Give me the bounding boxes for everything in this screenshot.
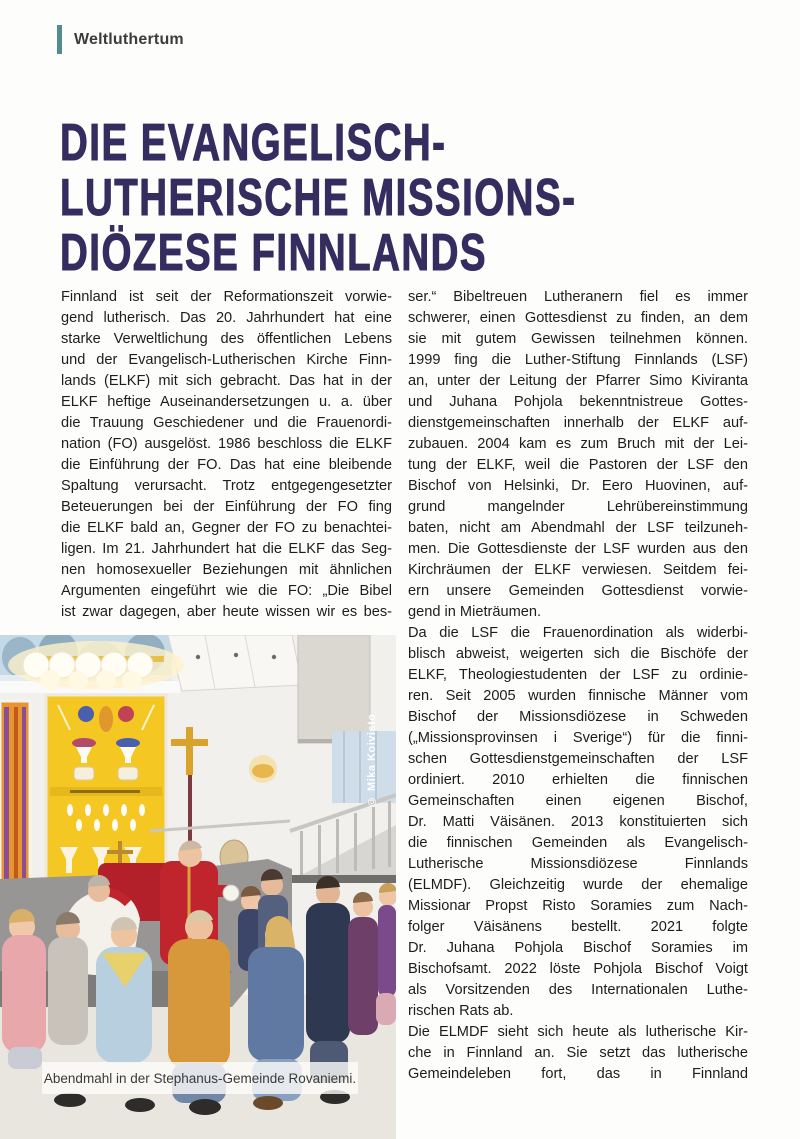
body-line: (ELMDF). Gleichzeitig wurde der ehemalige (408, 877, 748, 893)
title-line-3: DIÖZESE FINNLANDS (60, 224, 488, 282)
photo-curtain (332, 731, 396, 803)
body-line: Kirchräumen der ELKF verwiesen. Seitdem fei- (408, 562, 748, 578)
body-line: zubauen. 2004 kam es zum Bruch mit der Lei- (408, 436, 748, 452)
photo-wall-lamp (249, 755, 277, 783)
body-line: an, unter der Leitung der Pfarrer Simo Kiviranta (408, 373, 748, 389)
photo-projection-screen (298, 635, 370, 743)
body-line: folger Väisänens bestellt. 2021 folgte (408, 919, 748, 935)
body-line: gend lutherisch. Das 20. Jahrhundert hat eine (61, 310, 392, 326)
body-line: grund mangelnder Lehrübereinstimmung (408, 499, 748, 515)
body-line: ser.“ Bibeltreuen Lutheranern fiel es immer (408, 289, 748, 305)
body-line: ordiniert. 2010 erhielten die finnischen (408, 772, 748, 788)
photo-credit: © Mika Koivisto (366, 713, 378, 807)
body-line: blisch abweist, weigerten sich die Bischöfe der (408, 646, 748, 662)
body-left-column (61, 287, 392, 623)
body-line: rischen Rats ab. (408, 1003, 514, 1019)
photo-ceiling-panels (168, 635, 302, 691)
body-line: nen homosexueller Beziehungen mit ähnlichen (61, 562, 392, 578)
body-line: die Trauung Geschiedener und die Frauenordi- (61, 415, 392, 431)
body-line: Spaltung verursacht. Trotz entgegengesetzter (61, 478, 392, 494)
body-line: ren. Seit 2005 wurden finnische Männer vom (408, 688, 748, 704)
body-line: Dr. Matti Väisänen. 2013 konstituierten sich (408, 814, 748, 830)
body-line: die Einführung der FO. Das hat eine bleibende (61, 457, 392, 473)
body-line: Finnland ist seit der Reformationszeit vorwie- (61, 289, 392, 305)
body-line: dienstgemeinschaften innerhalb der ELKF auf- (408, 415, 748, 431)
body-line: Dr. Juhana Pohjola Bischof Soramies im (408, 940, 748, 956)
body-line: („Missionsprovinsen i Sverige“) für die finni- (408, 730, 748, 746)
kicker (57, 25, 184, 54)
body-line: Gemeinschaften einen eigenen Bischof, (408, 793, 748, 809)
body-line: und Juhana Pohjola bekenntnistreue Gottes- (408, 394, 748, 410)
body-line: 1999 fing die Luther-Stiftung Finnlands (LSF) (408, 352, 748, 368)
body-line: die ELKF bald an, Gegner der FO zu benachtei- (61, 520, 392, 536)
body-line: Bischof der Missionsdiözese in Schweden (408, 709, 748, 725)
article-photo (0, 635, 396, 1139)
body-line: Beteuerungen bei der Einführung der FO fing (61, 499, 392, 515)
body-line: gend in Mieträumen. (408, 604, 542, 620)
body-line: schwerer, einen Gottesdienst zu finden, an dem (408, 310, 748, 326)
body-line: die finnischen Gemeinden als Evangelisch- (408, 835, 748, 851)
body-line: che in Finnland an. Sie setzt das lutherische (408, 1045, 748, 1061)
body-line: schen Gottesdienstgemeinschaften der LSF (408, 751, 748, 767)
body-line: tung der ELKF, weil die Pastoren der LSF den (408, 457, 748, 473)
kicker-label: Weltluthertum (74, 30, 184, 48)
body-line: Bischof von Helsinki, Dr. Eero Huovinen, auf- (408, 478, 748, 494)
kicker-accent-bar (57, 25, 62, 54)
body-line: ELKF heftige Auseinandersetzungen u. a. über (61, 394, 392, 410)
body-line: baten, nicht am Abendmahl der LSF teilzuneh- (408, 520, 748, 536)
body-line: lands (ELKF) mit sich gebracht. Das hat in der (61, 373, 392, 389)
body-line: Die ELMDF sieht sich heute als lutherische Kir- (408, 1024, 748, 1040)
title-line-1: DIE EVANGELISCH- (60, 114, 447, 172)
photo-caption: Abendmahl in der Stephanus-Gemeinde Rovaniemi. (42, 1062, 358, 1094)
body-line: sie mit gutem Gewissen teilnehmen können. (408, 331, 748, 347)
body-line: Bischofsamt. 2022 löste Pohjola Bischof Voigt (408, 961, 748, 977)
body-line: Missionar Propst Risto Soramies zum Nach- (408, 898, 748, 914)
body-line: als Vorsitzenden des Internationalen Luthe- (408, 982, 748, 998)
body-line: ligen. Im 21. Jahrhundert hat die ELKF das Seg- (61, 541, 392, 557)
body-line: Argumenten eingeführt wie die FO: „Die Bibel (61, 583, 392, 599)
body-line: nation (FO) ausgelöst. 1986 beschloss die ELKF (61, 436, 392, 452)
body-line: Da die LSF die Frauenordination als widerbi- (408, 625, 748, 641)
body-line: Gemeindeleben fort, das in Finnland (408, 1066, 748, 1082)
body-line: Lutherische Missionsdiözese Finnlands (408, 856, 748, 872)
page-title (60, 116, 758, 281)
body-line: men. Die Gottesdienste der LSF wurden aus den (408, 541, 748, 557)
body-line: ern unsere Gemeinden Gottesdienst vorwie- (408, 583, 748, 599)
photo-banner-left (0, 701, 30, 893)
body-right-column (408, 287, 748, 1085)
photo-banner-yellow (46, 695, 166, 881)
body-line: und der Evangelisch-Lutherischen Kirche Finn- (61, 352, 392, 368)
body-line: ELKF, Theologiestudenten der LSF zu ordinie- (408, 667, 748, 683)
title-line-2: LUTHERISCHE MISSIONS- (60, 169, 577, 227)
body-line: ist zwar dagegen, aber heute wissen wir es bes- (61, 604, 392, 620)
body-line: starke Verweltlichung des öffentlichen Lebens (61, 331, 392, 347)
